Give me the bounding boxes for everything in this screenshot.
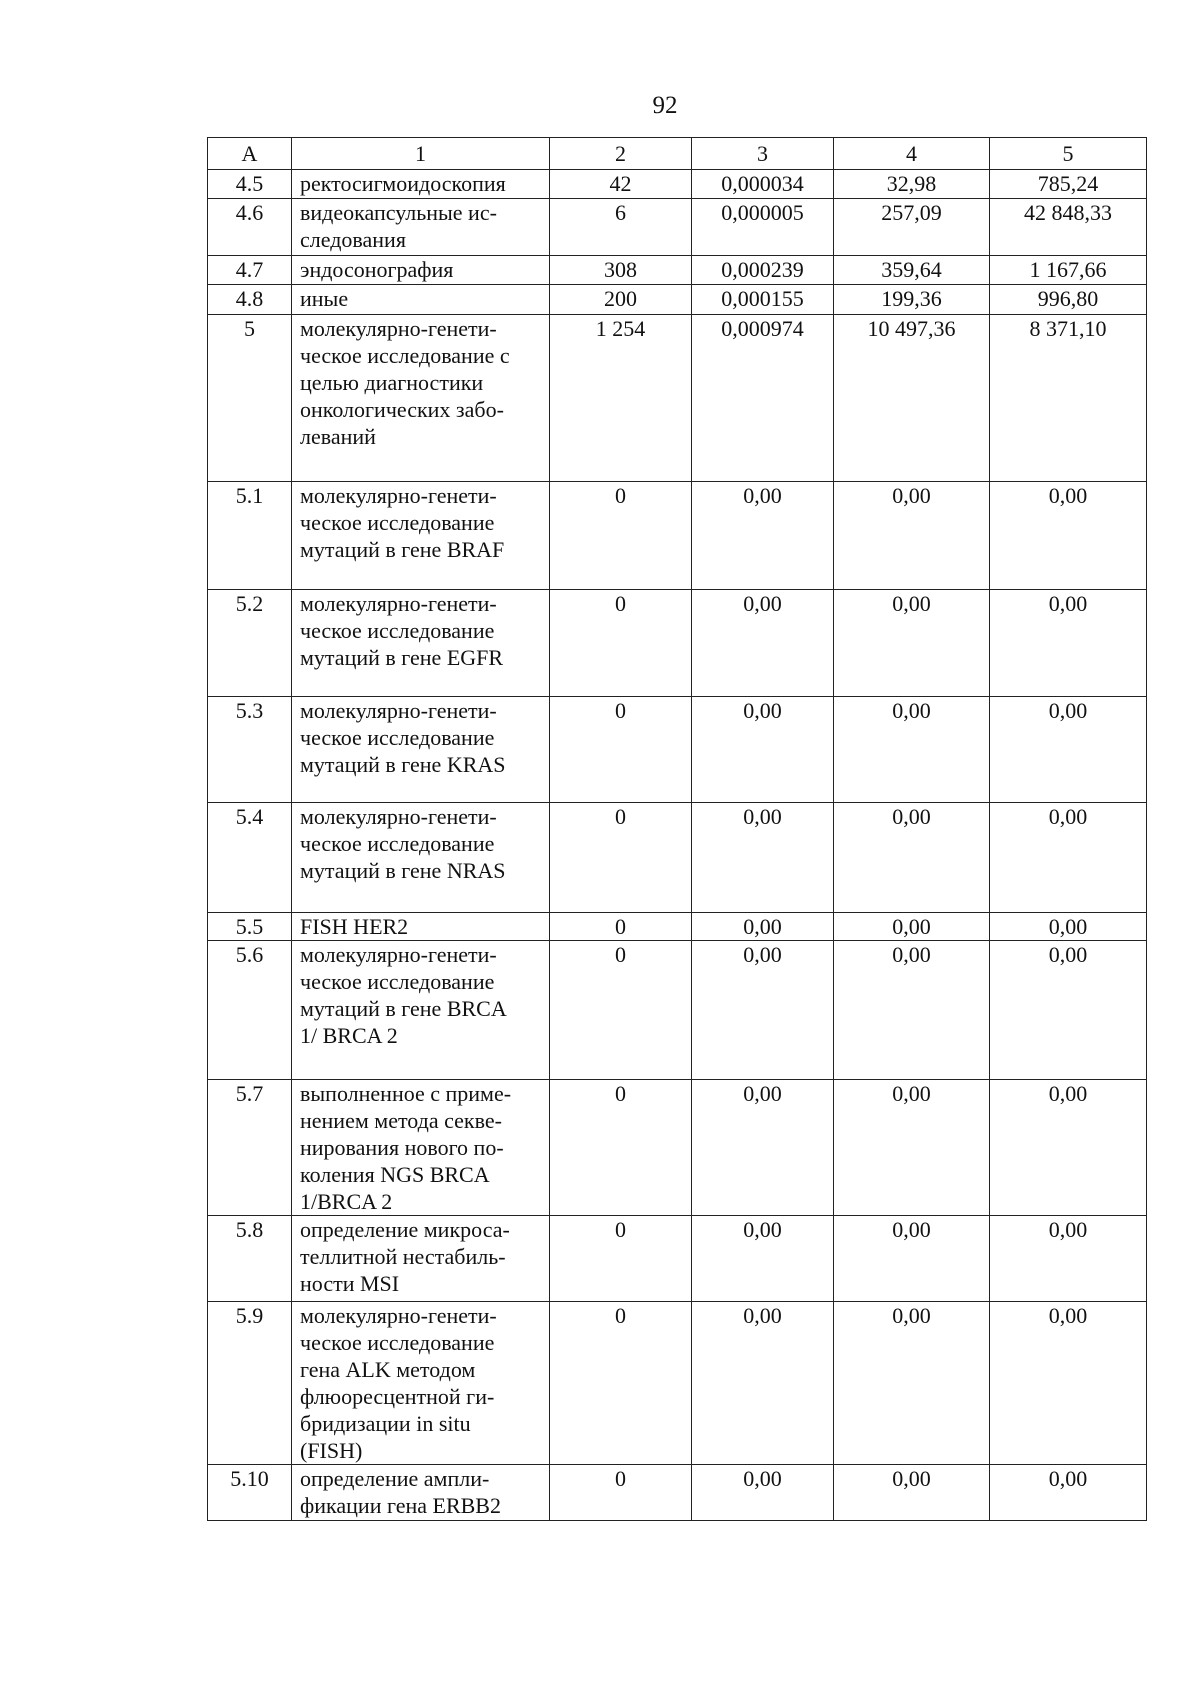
row-col-3: 0,00 [692,941,834,1080]
row-code: 4.5 [208,170,292,199]
header-cell-1: 1 [292,138,550,170]
table-row [208,803,1147,913]
row-name: эндосонография [292,256,550,285]
row-col-2: 0 [550,1080,692,1216]
row-name: ректосигмоидоскопия [292,170,550,199]
row-col-4: 10 497,36 [834,315,990,482]
row-col-5: 996,80 [990,285,1147,315]
row-col-2: 200 [550,285,692,315]
row-col-3: 0,00 [692,803,834,913]
row-name: молекулярно-генети- ческое исследование мутаций в гене EGFR [292,590,550,697]
row-name: молекулярно-генети- ческое исследование с целью диагностики онкологических забо- леваний [292,315,550,482]
row-col-5: 0,00 [990,1216,1147,1302]
row-name: молекулярно-генети- ческое исследование мутаций в гене KRAS [292,697,550,803]
row-col-4: 257,09 [834,199,990,256]
row-code: 5.2 [208,590,292,697]
row-code: 5.10 [208,1465,292,1521]
table-row [208,941,1147,1080]
row-name: молекулярно-генети- ческое исследование мутаций в гене NRAS [292,803,550,913]
row-col-3: 0,000974 [692,315,834,482]
row-name: молекулярно-генети- ческое исследование мутаций в гене BRCA 1/ BRCA 2 [292,941,550,1080]
row-name: FISH HER2 [292,913,550,941]
row-col-3: 0,000155 [692,285,834,315]
row-col-5: 785,24 [990,170,1147,199]
table-row [208,1465,1147,1521]
row-col-2: 0 [550,941,692,1080]
row-col-5: 0,00 [990,913,1147,941]
row-col-3: 0,00 [692,590,834,697]
row-col-3: 0,00 [692,482,834,590]
row-col-2: 0 [550,1216,692,1302]
row-col-3: 0,00 [692,1302,834,1465]
page-number: 92 [652,92,678,119]
row-col-4: 0,00 [834,482,990,590]
row-col-3: 0,00 [692,1465,834,1521]
row-col-4: 0,00 [834,1465,990,1521]
table-row [208,1216,1147,1302]
row-col-2: 0 [550,913,692,941]
row-col-4: 32,98 [834,170,990,199]
row-code: 5.4 [208,803,292,913]
row-col-3: 0,00 [692,697,834,803]
row-code: 5 [208,315,292,482]
row-name: молекулярно-генети- ческое исследование гена ALK методом флюоресцентной ги- бридизации in situ (FISH) [292,1302,550,1465]
row-col-3: 0,00 [692,1216,834,1302]
row-name: иные [292,285,550,315]
row-col-2: 0 [550,482,692,590]
row-col-5: 8 371,10 [990,315,1147,482]
row-col-4: 359,64 [834,256,990,285]
row-col-2: 0 [550,1302,692,1465]
row-code: 5.6 [208,941,292,1080]
table-row [208,590,1147,697]
row-col-4: 0,00 [834,1080,990,1216]
row-col-5: 0,00 [990,941,1147,1080]
row-col-5: 0,00 [990,803,1147,913]
row-col-2: 6 [550,199,692,256]
row-code: 4.6 [208,199,292,256]
row-col-3: 0,000005 [692,199,834,256]
row-col-2: 0 [550,1465,692,1521]
row-code: 5.7 [208,1080,292,1216]
table-row [208,199,1147,256]
header-cell-4: 4 [834,138,990,170]
row-col-3: 0,000239 [692,256,834,285]
row-col-4: 0,00 [834,590,990,697]
row-col-4: 0,00 [834,1302,990,1465]
table-row [208,285,1147,315]
row-col-5: 0,00 [990,590,1147,697]
table-row [208,697,1147,803]
row-col-3: 0,000034 [692,170,834,199]
row-col-5: 42 848,33 [990,199,1147,256]
row-col-5: 0,00 [990,1465,1147,1521]
row-code: 5.8 [208,1216,292,1302]
data-table [207,137,1147,1521]
row-col-2: 42 [550,170,692,199]
table-body [208,170,1147,1521]
row-col-4: 199,36 [834,285,990,315]
row-col-2: 0 [550,590,692,697]
row-col-2: 308 [550,256,692,285]
row-code: 5.9 [208,1302,292,1465]
row-col-5: 0,00 [990,482,1147,590]
row-code: 5.5 [208,913,292,941]
row-col-5: 0,00 [990,1080,1147,1216]
row-code: 4.7 [208,256,292,285]
row-col-4: 0,00 [834,1216,990,1302]
row-name: выполненное с приме- нением метода секве- нирования нового по- коления NGS BRCA 1/BRCA 2 [292,1080,550,1216]
table-row [208,170,1147,199]
row-col-2: 0 [550,803,692,913]
row-col-5: 0,00 [990,1302,1147,1465]
row-col-3: 0,00 [692,913,834,941]
row-col-4: 0,00 [834,941,990,1080]
row-col-2: 0 [550,697,692,803]
row-name: определение микроса- теллитной нестабиль- ности MSI [292,1216,550,1302]
table-row [208,1302,1147,1465]
row-code: 5.3 [208,697,292,803]
row-name: видеокапсульные ис- следования [292,199,550,256]
table-row [208,913,1147,941]
table-row [208,315,1147,482]
row-code: 5.1 [208,482,292,590]
row-code: 4.8 [208,285,292,315]
table-header-row [208,138,1147,170]
header-cell-5: 5 [990,138,1147,170]
table-row [208,256,1147,285]
table-row [208,482,1147,590]
row-col-4: 0,00 [834,913,990,941]
header-cell-3: 3 [692,138,834,170]
header-cell-a: A [208,138,292,170]
row-name: определение ампли- фикации гена ERBB2 [292,1465,550,1521]
row-col-5: 1 167,66 [990,256,1147,285]
row-col-5: 0,00 [990,697,1147,803]
row-col-4: 0,00 [834,697,990,803]
table-row [208,1080,1147,1216]
row-col-3: 0,00 [692,1080,834,1216]
header-cell-2: 2 [550,138,692,170]
row-col-4: 0,00 [834,803,990,913]
row-col-2: 1 254 [550,315,692,482]
row-name: молекулярно-генети- ческое исследование мутаций в гене BRAF [292,482,550,590]
